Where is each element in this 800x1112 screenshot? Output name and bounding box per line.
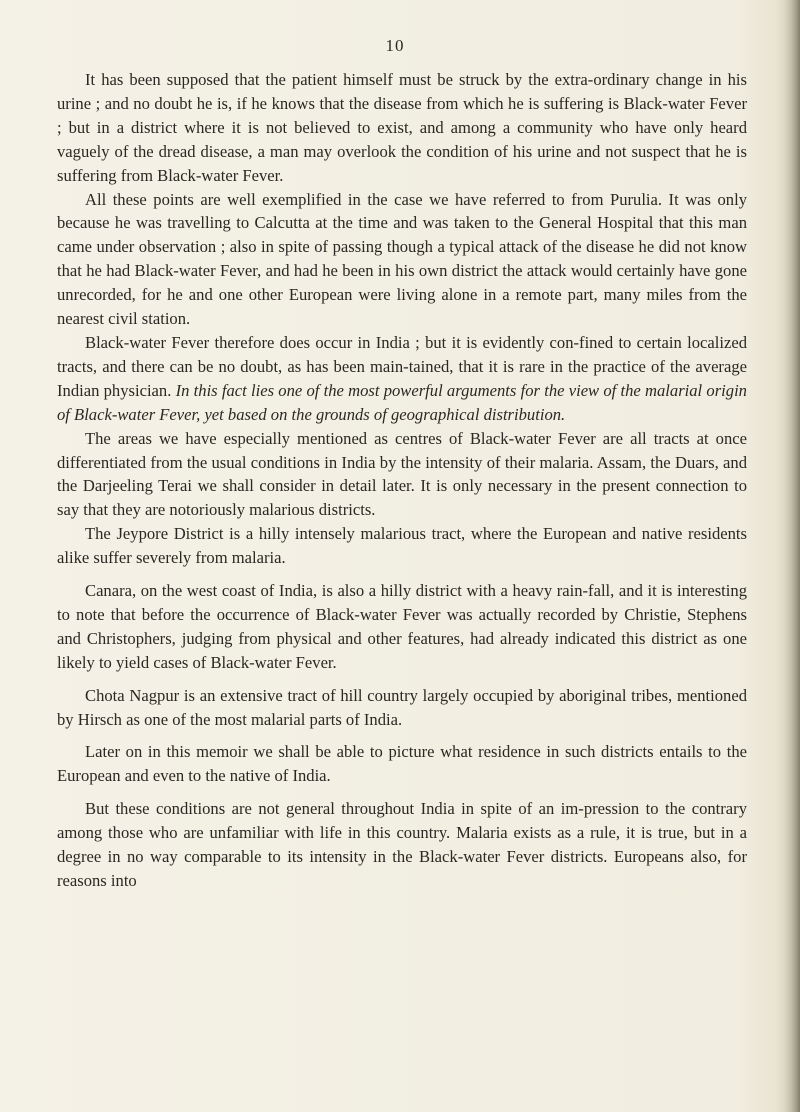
paragraph-3-italic: In this fact lies one of the most powerful arguments for the view of the malarial origin of Black-water Fever, yet based on the grounds of geographical distribution. [57, 380, 747, 424]
paragraph-1: It has been supposed that the patient himself must be struck by the extra-ordinary change in his urine ; and no doubt he is, if he knows that the disease from which he is suffering is Black-water Fever ; but in a district where it is not believed to exist, and among a community who have only heard vaguely of the dread disease, a man may overlook the condition of his urine and not suspect that he is suffering from Black-water Fever. [57, 70, 747, 185]
paragraph-7: Chota Nagpur is an extensive tract of hill country largely occupied by aboriginal tribes, mentioned by Hirsch as one of the most malarial parts of India. [57, 685, 747, 729]
paragraph-2: All these points are well exemplified in the case we have referred to from Purulia. It was only because he was travelling to Calcutta at the time and was taken to the General Hospital that this man came under observation ; also in spite of passing though a typical attack of the disease he did not know that he had Black-water Fever, and had he been in his own district the attack would certainly have gone unrecorded, for he and one other European were living alone in a remote part, many miles from the nearest civil station. [57, 189, 747, 329]
paragraph-5: The Jeypore District is a hilly intensely malarious tract, where the European and native residents alike suffer severely from malaria. [57, 524, 747, 568]
paragraph-4: The areas we have especially mentioned as centres of Black-water Fever are all tracts at once differentiated from the usual conditions in India by the intensity of their malaria. Assam, the Duars, and the Darjeeling Terai we shall consider in detail later. It is only necessary in the present connection to say that they are notoriously malarious districts. [57, 428, 747, 520]
paragraph-8: Later on in this memoir we shall be able to picture what residence in such districts entails to the European and even to the native of India. [57, 742, 747, 786]
paragraph-6: Canara, on the west coast of India, is also a hilly district with a heavy rain-fall, and it is interesting to note that before the occurrence of Black-water Fever was actually recorded by Christie, Stephens and Christophers, judging from physical and other features, had already indicated this district as one likely to yield cases of Black-water Fever. [57, 581, 747, 672]
body-text [57, 68, 747, 893]
page-edge-shadow [784, 0, 800, 1112]
page-number: 10 [385, 36, 405, 55]
paragraph-9: But these conditions are not general throughout India in spite of an im-pression to the contrary among those who are unfamiliar with life in this country. Malaria exists as a rule, it is true, but in a degree in no way comparable to its intensity in the Black-water Fever districts. Europeans also, for reasons into [57, 799, 747, 890]
paragraph-3-text: Black-water Fever therefore does occur in India ; but it is evidently con-fined to certain localized tracts, and there can be no doubt, as has been main-tained, that it is rare in the practice of the average Indian physician. [57, 332, 747, 400]
paragraph-3 [57, 331, 747, 427]
